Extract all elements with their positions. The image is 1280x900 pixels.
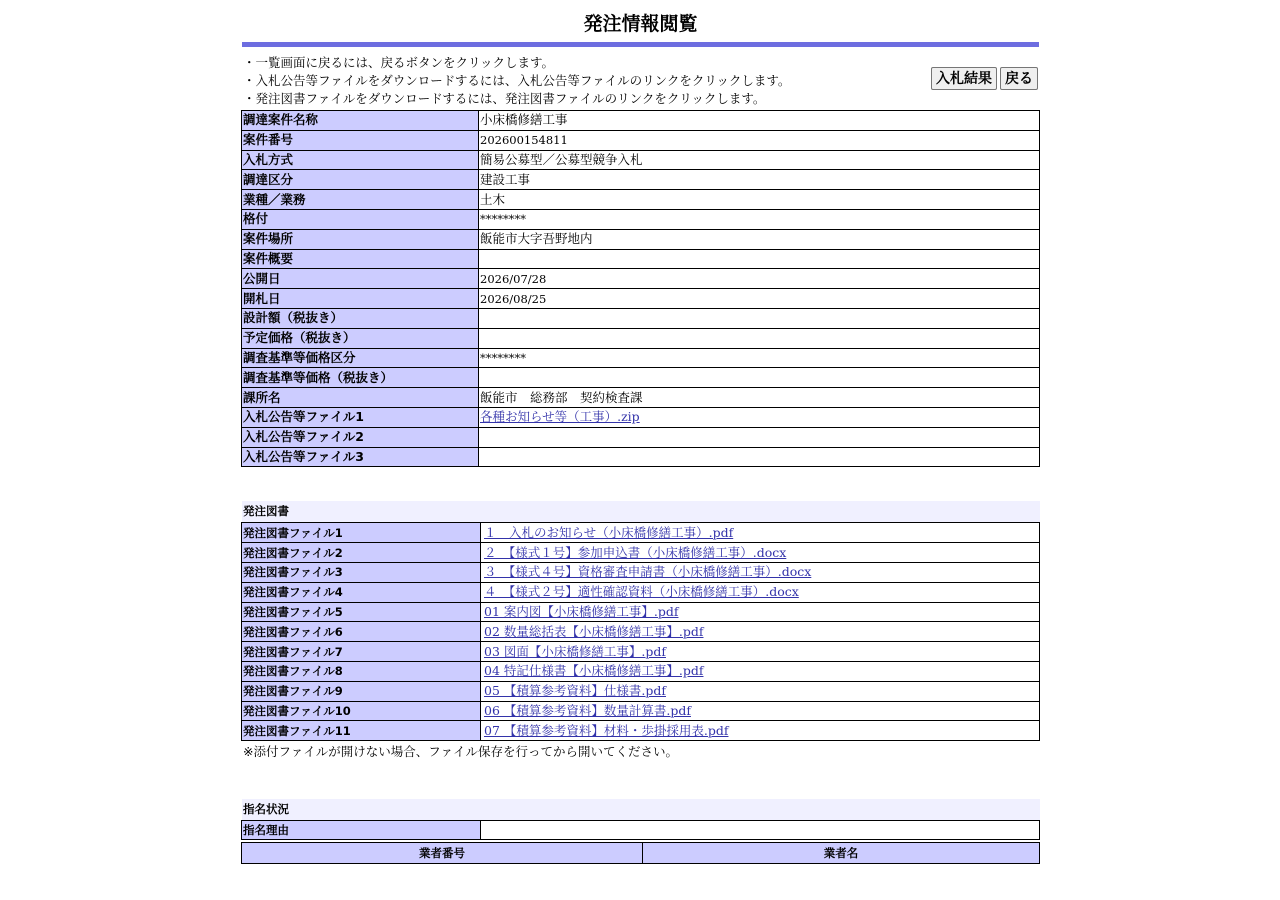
table-row <box>242 701 1040 721</box>
field-value: ******** <box>479 209 1040 229</box>
field-label: 調達区分 <box>242 170 479 190</box>
field-label: 調査基準等価格区分 <box>242 348 479 368</box>
vendor-table <box>241 842 1040 864</box>
table-row <box>242 289 1040 309</box>
doc-cell <box>481 681 1040 701</box>
table-row <box>242 388 1040 408</box>
table-row <box>242 130 1040 150</box>
field-value <box>479 308 1040 328</box>
table-row <box>242 622 1040 642</box>
designation-section-title: 指名状況 <box>242 799 1040 820</box>
designation-reason-table <box>241 820 1040 840</box>
action-buttons <box>931 67 1038 90</box>
doc-cell <box>481 721 1040 741</box>
field-label: 公開日 <box>242 269 479 289</box>
doc-file-link[interactable]: 03 図面【小床橋修繕工事】.pdf <box>484 643 666 659</box>
field-label: 予定価格（税抜き） <box>242 328 479 348</box>
doc-cell <box>481 582 1040 602</box>
vendor-number-header: 業者番号 <box>242 843 643 864</box>
table-row <box>242 447 1040 467</box>
doc-file-link[interactable]: 01 案内図【小床橋修繕工事】.pdf <box>484 603 679 619</box>
doc-file-link[interactable]: 06 【積算参考資料】数量計算書.pdf <box>484 702 691 718</box>
instructions-list <box>241 47 1040 108</box>
field-label: 調達案件名称 <box>242 111 479 131</box>
field-value <box>479 249 1040 269</box>
table-header-row <box>242 843 1040 864</box>
table-row <box>242 150 1040 170</box>
field-value: 建設工事 <box>479 170 1040 190</box>
doc-file-link[interactable]: 05 【積算参考資料】仕様書.pdf <box>484 683 666 699</box>
notice-file-link-1[interactable]: 各種お知らせ等（工事）.zip <box>480 409 640 425</box>
field-value: 簡易公募型／公募型競争入札 <box>479 150 1040 170</box>
doc-file-link[interactable]: ２ 【様式１号】参加申込書（小床橋修繕工事）.docx <box>484 544 787 560</box>
doc-file-link[interactable]: 02 数量総括表【小床橋修繕工事】.pdf <box>484 623 704 639</box>
table-row <box>242 582 1040 602</box>
table-row <box>242 269 1040 289</box>
table-row <box>242 170 1040 190</box>
table-row <box>242 368 1040 388</box>
table-row <box>242 721 1040 741</box>
field-label: 入札公告等ファイル3 <box>242 447 479 467</box>
doc-label: 発注図書ファイル3 <box>242 562 481 582</box>
table-row <box>242 821 1040 840</box>
doc-file-link[interactable]: 04 特記仕様書【小床橋修繕工事】.pdf <box>484 663 704 679</box>
instruction-item: ・一覧画面に戻るには、戻るボタンをクリックします。 <box>243 55 555 70</box>
doc-cell <box>481 523 1040 543</box>
table-row <box>242 407 1040 427</box>
field-value: 2026/08/25 <box>479 289 1040 309</box>
doc-cell <box>481 622 1040 642</box>
vendor-name-header: 業者名 <box>643 843 1040 864</box>
field-value <box>479 368 1040 388</box>
doc-label: 発注図書ファイル8 <box>242 661 481 681</box>
field-label: 設計額（税抜き） <box>242 308 479 328</box>
order-docs-table <box>241 522 1040 741</box>
doc-cell <box>481 562 1040 582</box>
field-value <box>479 407 1040 427</box>
doc-label: 発注図書ファイル5 <box>242 602 481 622</box>
field-value: 飯能市大字吾野地内 <box>479 229 1040 249</box>
designation-reason-label: 指名理由 <box>242 821 481 840</box>
table-row <box>242 543 1040 563</box>
field-label: 業種／業務 <box>242 190 479 210</box>
field-value: 202600154811 <box>479 130 1040 150</box>
table-row <box>242 111 1040 131</box>
doc-cell <box>481 602 1040 622</box>
table-row <box>242 562 1040 582</box>
field-label: 課所名 <box>242 388 479 408</box>
doc-label: 発注図書ファイル7 <box>242 642 481 662</box>
table-row <box>242 328 1040 348</box>
doc-label: 発注図書ファイル6 <box>242 622 481 642</box>
table-row <box>242 523 1040 543</box>
table-row <box>242 190 1040 210</box>
table-row <box>242 661 1040 681</box>
field-value: 土木 <box>479 190 1040 210</box>
field-label: 調査基準等価格（税抜き） <box>242 368 479 388</box>
field-label: 案件概要 <box>242 249 479 269</box>
doc-label: 発注図書ファイル1 <box>242 523 481 543</box>
doc-label: 発注図書ファイル11 <box>242 721 481 741</box>
instructions-area <box>241 47 1040 107</box>
bid-results-button[interactable]: 入札結果 <box>931 67 997 90</box>
back-button[interactable]: 戻る <box>1000 67 1038 90</box>
docs-section-title: 発注図書 <box>242 501 1040 522</box>
field-value: 小床橋修繕工事 <box>479 111 1040 131</box>
table-row <box>242 681 1040 701</box>
doc-cell <box>481 701 1040 721</box>
doc-cell <box>481 661 1040 681</box>
field-value <box>479 427 1040 447</box>
project-info-table <box>241 110 1040 467</box>
table-row <box>242 249 1040 269</box>
field-value: 2026/07/28 <box>479 269 1040 289</box>
field-label: 入札公告等ファイル2 <box>242 427 479 447</box>
doc-cell <box>481 642 1040 662</box>
field-label: 格付 <box>242 209 479 229</box>
attachment-footnote: ※添付ファイルが開けない場合、ファイル保存を行ってから開いてください。 <box>243 744 678 760</box>
doc-file-link[interactable]: 07 【積算参考資料】材料・歩掛採用表.pdf <box>484 722 729 738</box>
doc-label: 発注図書ファイル2 <box>242 543 481 563</box>
page-title: 発注情報閲覧 <box>583 13 698 35</box>
table-row <box>242 642 1040 662</box>
table-row <box>242 348 1040 368</box>
doc-cell <box>481 543 1040 563</box>
doc-label: 発注図書ファイル4 <box>242 582 481 602</box>
doc-file-link[interactable]: ４ 【様式２号】適性確認資料（小床橋修繕工事）.docx <box>484 584 799 600</box>
doc-file-link[interactable]: １ 入札のお知らせ（小床橋修繕工事）.pdf <box>484 524 734 540</box>
field-label: 入札方式 <box>242 150 479 170</box>
instruction-item: ・発注図書ファイルをダウンロードするには、発注図書ファイルのリンクをクリックします。 <box>243 91 766 106</box>
designation-reason-value <box>481 821 1040 840</box>
instruction-item: ・入札公告等ファイルをダウンロードするには、入札公告等ファイルのリンクをクリックします。 <box>243 73 791 88</box>
table-row <box>242 308 1040 328</box>
field-label: 入札公告等ファイル1 <box>242 407 479 427</box>
field-value: 飯能市 総務部 契約検査課 <box>479 388 1040 408</box>
field-label: 案件場所 <box>242 229 479 249</box>
doc-label: 発注図書ファイル9 <box>242 681 481 701</box>
field-label: 案件番号 <box>242 130 479 150</box>
field-value <box>479 447 1040 467</box>
field-value <box>479 328 1040 348</box>
table-row <box>242 209 1040 229</box>
table-row <box>242 602 1040 622</box>
field-label: 開札日 <box>242 289 479 309</box>
doc-file-link[interactable]: ３ 【様式４号】資格審査申請書（小床橋修繕工事）.docx <box>484 564 812 580</box>
doc-label: 発注図書ファイル10 <box>242 701 481 721</box>
table-row <box>242 229 1040 249</box>
field-value: ******** <box>479 348 1040 368</box>
table-row <box>242 427 1040 447</box>
